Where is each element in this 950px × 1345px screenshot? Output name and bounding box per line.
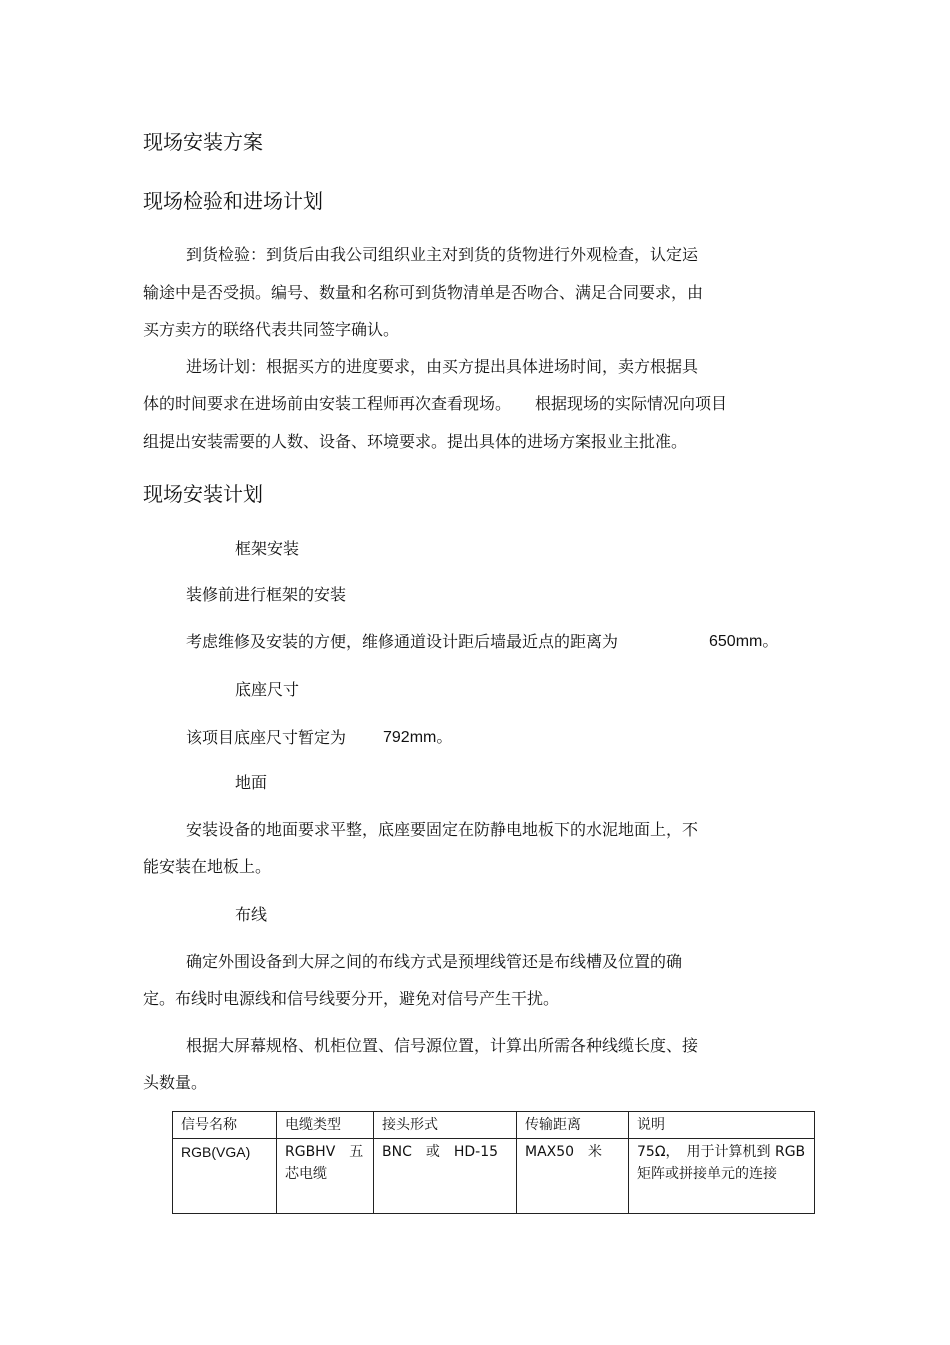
- table-row: [173, 1139, 815, 1214]
- signal-cable-table: [172, 1111, 820, 1214]
- table-cell-connector: BNC 或 HD-15: [374, 1139, 517, 1214]
- frame-line-2: [186, 632, 779, 652]
- table-header-cable-type: 电缆类型: [277, 1112, 374, 1139]
- frame-line-2-text: 考虑维修及安装的方便，维修通道设计距后墙最近点的距离为: [186, 632, 619, 651]
- paragraph-arrival-line-2: 输途中是否受损。编号、数量和名称可到货物清单是否吻合、满足合同要求，由: [143, 283, 704, 302]
- paragraph-entry-line-3: 组提出安装需要的人数、设备、环境要求。提出具体的进场方案报业主批准。: [143, 432, 688, 451]
- paragraph-entry-line-2: 体的时间要求在进场前由安装工程师再次查看现场。 根据现场的实际情况向项目: [143, 394, 728, 413]
- table-header-row: [173, 1112, 815, 1139]
- subheading-floor: 地面: [235, 773, 268, 792]
- table-header-connector: 接头形式: [374, 1112, 517, 1139]
- wiring-para-2-line-1: 根据大屏幕规格、机柜位置、信号源位置，计算出所需各种线缆长度、接: [186, 1036, 699, 1055]
- wiring-para-1-line-2: 定。布线时电源线和信号线要分开，避免对信号产生干扰。: [143, 989, 560, 1008]
- table-header-distance: 传输距离: [517, 1112, 629, 1139]
- subheading-frame: 框架安装: [235, 539, 300, 558]
- table-cell-distance: MAX50 米: [517, 1139, 629, 1214]
- frame-line-1: 装修前进行框架的安装: [186, 585, 347, 604]
- table-cell-cable-type: RGBHV 五芯电缆: [277, 1139, 374, 1214]
- wiring-para-1-line-1: 确定外围设备到大屏之间的布线方式是预埋线管还是布线槽及位置的确: [186, 952, 683, 971]
- floor-line-1: 安装设备的地面要求平整，底座要固定在防静电地板下的水泥地面上，不: [186, 820, 699, 839]
- frame-distance-value: 650mm。: [709, 633, 779, 650]
- table-header-signal-name: 信号名称: [173, 1112, 277, 1139]
- section-heading-inspection: 现场检验和进场计划: [143, 189, 323, 213]
- subheading-base: 底座尺寸: [235, 680, 300, 699]
- base-line-text: 该项目底座尺寸暂定为: [186, 728, 347, 747]
- paragraph-arrival-line-1: 到货检验：到货后由我公司组织业主对到货的货物进行外观检查，认定运: [186, 245, 699, 264]
- base-line: [186, 728, 453, 748]
- floor-line-2: 能安装在地板上。: [143, 857, 272, 876]
- table-header-notes: 说明: [629, 1112, 815, 1139]
- paragraph-arrival-line-3: 买方卖方的联络代表共同签字确认。: [143, 320, 400, 339]
- section-heading-installation: 现场安装计划: [143, 482, 263, 506]
- table-cell-notes: 75Ω， 用于计算机到 RGB 矩阵或拼接单元的连接: [629, 1139, 815, 1214]
- table-cell-signal-name: RGB(VGA): [173, 1139, 277, 1214]
- base-size-value: 792mm。: [383, 729, 453, 746]
- wiring-para-2-line-2: 头数量。: [143, 1073, 208, 1092]
- subheading-wiring: 布线: [235, 905, 268, 924]
- paragraph-entry-line-1: 进场计划：根据买方的进度要求，由买方提出具体进场时间，卖方根据具: [186, 357, 699, 376]
- document-title: 现场安装方案: [143, 130, 263, 154]
